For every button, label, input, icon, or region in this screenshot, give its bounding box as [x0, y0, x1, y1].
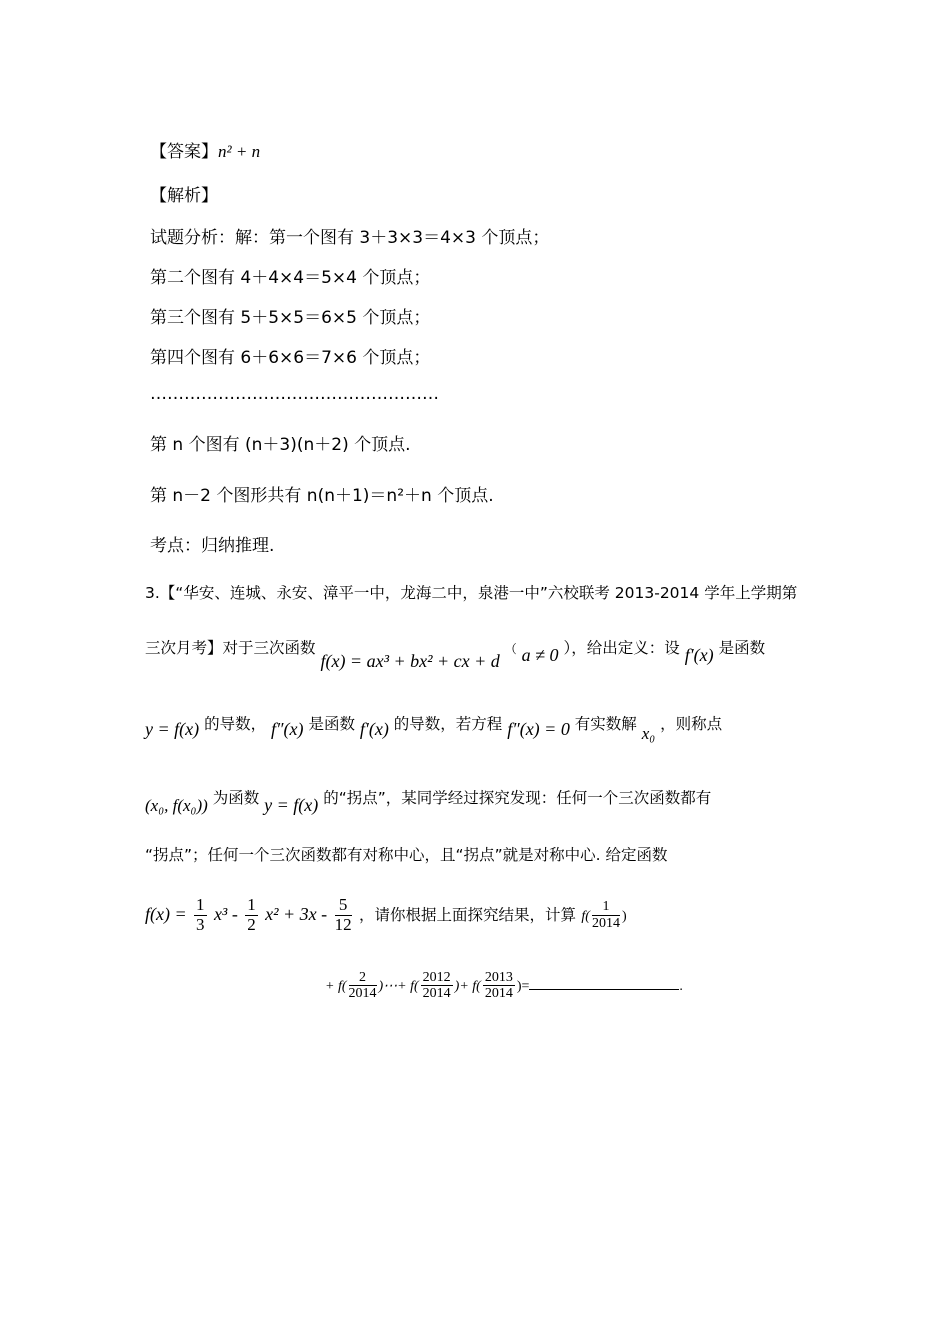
frac-numerator: 5 [335, 896, 352, 916]
frac-denominator: 2014 [484, 986, 513, 1002]
frac-denominator: 2014 [591, 915, 620, 931]
q3-text: 三次月考】对于三次函数 [145, 639, 316, 657]
q3-frac-5-12 [335, 896, 352, 934]
q3-sum-f-open: )+ f( [454, 978, 481, 994]
analysis-line-4: 第四个图有 6＋6×6＝7×6 个顶点； [150, 348, 431, 368]
q3-f-open: f( [581, 909, 590, 925]
frac-denominator: 3 [196, 914, 205, 934]
analysis-line-n-minus-2: 第 n－2 个图形共有 n(n＋1)＝n²＋n 个顶点. [150, 486, 494, 506]
frac-denominator: 2014 [422, 986, 451, 1002]
q3-cubic-function: f(x) = ax³ + bx² + cx + d [320, 651, 500, 671]
q3-frac-1-2014 [592, 899, 620, 931]
frac-numerator: 2012 [422, 970, 451, 985]
q3-text: 的导数，若方程 [393, 715, 503, 733]
q3-frac-1-2 [245, 896, 258, 934]
q3-text: 是函数 [718, 639, 766, 657]
analysis-line-2: 第二个图有 4＋4×4＝5×4 个顶点； [150, 268, 431, 288]
frac-numerator: 1 [196, 895, 205, 914]
q3-line-2 [145, 638, 766, 671]
q3-first-derivative: f′(x) [359, 719, 389, 739]
q3-period: . [679, 978, 683, 994]
q3-text: 的“拐点”，某同学经过探究发现：任何一个三次函数都有 [323, 789, 712, 807]
q3-text: ，请你根据上面探究结果，计算 [358, 906, 576, 925]
q3-sum-f-open: + f( [325, 978, 347, 994]
frac-denominator: 2 [247, 914, 256, 934]
answer-expression: n² + n [218, 142, 261, 161]
q3-paren-close: ) [621, 909, 627, 925]
q3-inflection-point: (x₀, f(x₀)) [145, 796, 208, 815]
kaodian-line: 考点：归纳推理. [150, 536, 275, 556]
q3-equation: f″(x) = 0 [507, 719, 570, 739]
answer-label: 【答案】 [150, 142, 218, 162]
q3-frac-2012-2014 [421, 970, 453, 1002]
q3-frac-2-2014 [349, 970, 377, 1002]
q3-frac-2013-2014 [483, 970, 515, 1002]
q3-line-3 [145, 714, 723, 743]
frac-numerator: 1 [247, 895, 256, 914]
q3-x0: x₀ [641, 724, 656, 743]
q3-line-7 [325, 970, 683, 1002]
analysis-line-1: 试题分析：解：第一个图有 3＋3×3＝4×3 个顶点； [150, 228, 550, 248]
frac-numerator: 2013 [484, 970, 513, 985]
frac-denominator: 12 [334, 914, 352, 934]
q3-text: 有实数解 [574, 715, 637, 733]
q3-text: 为函数 [212, 789, 260, 807]
frac-denominator: 2014 [348, 986, 377, 1002]
q3-line-6 [145, 896, 627, 934]
q3-term-x3: x³ - [213, 904, 238, 925]
q3-text: ），给出定义：设 [563, 639, 680, 657]
analysis-ellipsis: …………………………………………… [150, 384, 439, 404]
q3-text: ，则称点 [660, 715, 723, 733]
q3-equals: )= [516, 978, 530, 994]
answer-line [150, 143, 260, 161]
frac-numerator: 1 [592, 899, 620, 915]
q3-line-4 [145, 788, 712, 815]
q3-y-eq-fx: y = f(x) [264, 795, 319, 815]
q3-paren-open: （ [504, 642, 517, 656]
analysis-label: 【解析】 [150, 186, 218, 206]
q3-given-function-lhs: f(x) = [145, 904, 187, 925]
q3-y-eq-fx: y = f(x) [145, 719, 200, 739]
q3-line-5: “拐点”；任何一个三次函数都有对称中心，且“拐点”就是对称中心. 给定函数 [145, 846, 668, 864]
q3-text: 是函数 [308, 715, 355, 733]
q3-condition: a ≠ 0 [521, 645, 559, 665]
answer-blank [529, 988, 679, 990]
q3-text: 的导数， [204, 715, 267, 733]
analysis-line-3: 第三个图有 5＋5×5＝6×5 个顶点； [150, 308, 431, 328]
analysis-line-n: 第 n 个图有 (n＋3)(n＋2) 个顶点. [150, 435, 411, 455]
q3-sum-dots: )⋯+ f( [378, 978, 419, 994]
q3-line-1: 3.【“华安、连城、永安、漳平一中，龙海二中，泉港一中”六校联考 2013-2014 学年上学期第 [145, 584, 798, 602]
frac-numerator: 2 [349, 970, 377, 986]
q3-second-derivative: f″(x) [271, 719, 304, 739]
q3-term-x2: x² + 3x - [265, 904, 328, 925]
q3-frac-1-3 [194, 896, 207, 934]
q3-first-derivative: f′(x) [684, 645, 714, 665]
